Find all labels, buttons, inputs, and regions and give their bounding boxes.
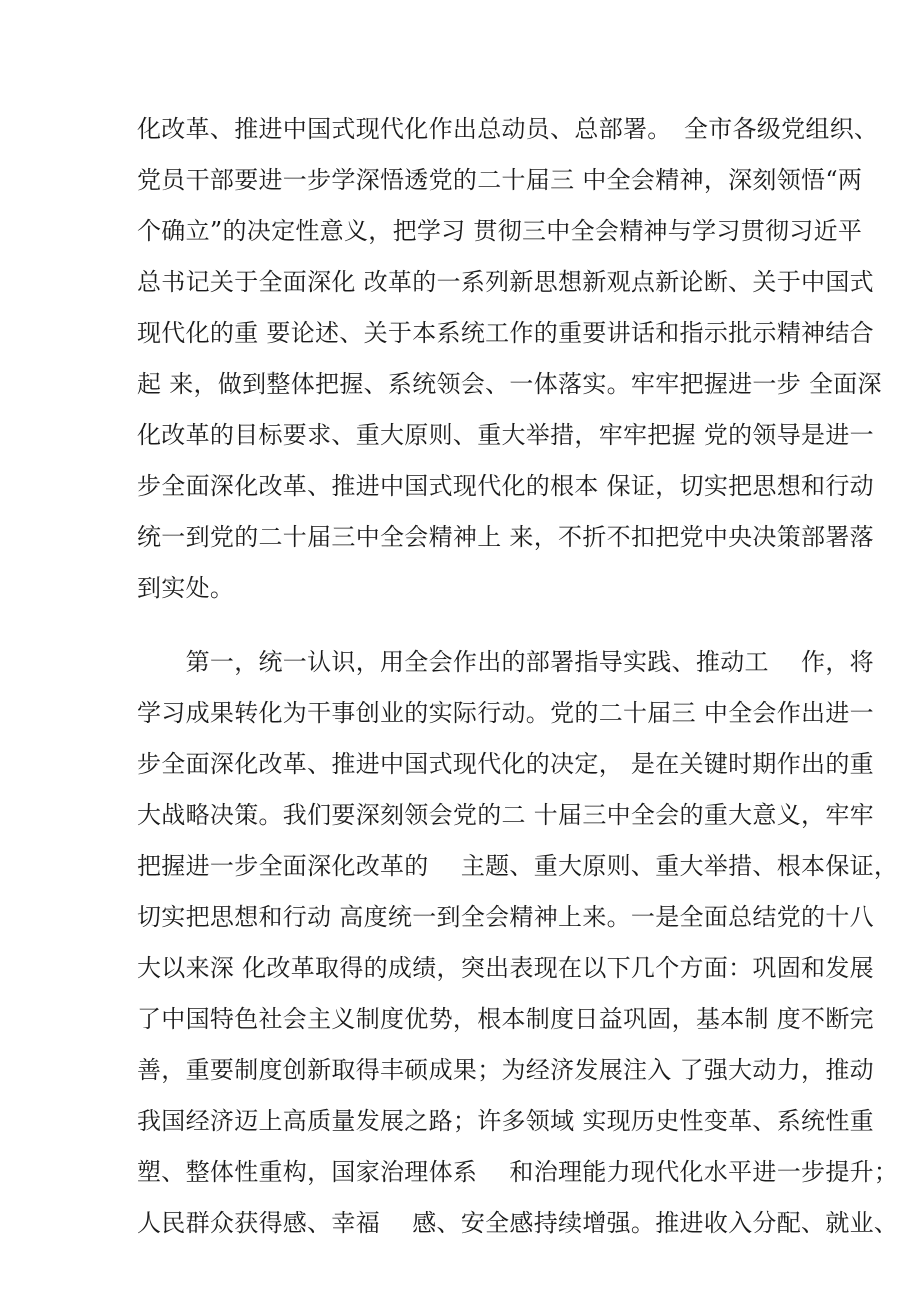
text-line: 塑、整体性重构，国家治理体系 和治理能力现代化水平进一步提升； — [137, 1158, 899, 1186]
text-line: 第一，统一认识，用全会作出的部署指导实践、推动工 作，将 — [137, 648, 874, 676]
text-line: 大以来深 化改革取得的成绩，突出表现在以下几个方面：巩固和发展 — [137, 954, 874, 982]
text-line: 党员干部要进一步学深悟透党的二十届三 中全会精神，深刻领悟“两 — [137, 166, 863, 194]
text-line: 化改革的目标要求、重大原则、重大举措，牢牢把握 党的领导是进一 — [137, 421, 874, 449]
text-line: 化改革、推进中国式现代化作出总动员、总部署。 全市各级党组织、 — [137, 115, 879, 143]
text-line: 人民群众获得感、幸福 感、安全感持续增强。推进收入分配、就业、 — [137, 1209, 899, 1237]
text-line: 了中国特色社会主义制度优势，根本制度日益巩固，基本制 度不断完 — [137, 1005, 874, 1033]
text-line: 个确立”的决定性意义，把学习 贯彻三中全会精神与学习贯彻习近平 — [137, 217, 863, 245]
text-line: 善，重要制度创新取得丰硕成果；为经济发展注入 了强大动力，推动 — [137, 1056, 874, 1084]
text-line: 切实把思想和行动 高度统一到全会精神上来。一是全面总结党的十八 — [137, 903, 874, 931]
text-line: 把握进一步全面深化改革的 主题、重大原则、重大举措、根本保证， — [137, 852, 899, 880]
text-line: 到实处。 — [137, 574, 235, 602]
text-line: 我国经济迈上高质量发展之路；许多领域 实现历史性变革、系统性重 — [137, 1107, 874, 1135]
text-line: 统一到党的二十届三中全会精神上 来，不折不扣把党中央决策部署落 — [137, 523, 874, 551]
text-line: 学习成果转化为干事创业的实际行动。党的二十届三 中全会作出进一 — [137, 699, 874, 727]
text-line: 总书记关于全面深化 改革的一系列新思想新观点新论断、关于中国式 — [137, 268, 874, 296]
text-line: 步全面深化改革、推进中国式现代化的根本 保证，切实把思想和行动 — [137, 472, 874, 500]
text-line: 大战略决策。我们要深刻领会党的二 十届三中全会的重大意义，牢牢 — [137, 801, 874, 829]
text-line: 步全面深化改革、推进中国式现代化的决定， 是在关键时期作出的重 — [137, 750, 874, 778]
text-line: 起 来，做到整体把握、系统领会、一体落实。牢牢把握进一步 全面深 — [137, 370, 882, 398]
text-line: 现代化的重 要论述、关于本系统工作的重要讲话和指示批示精神结合 — [137, 319, 874, 347]
